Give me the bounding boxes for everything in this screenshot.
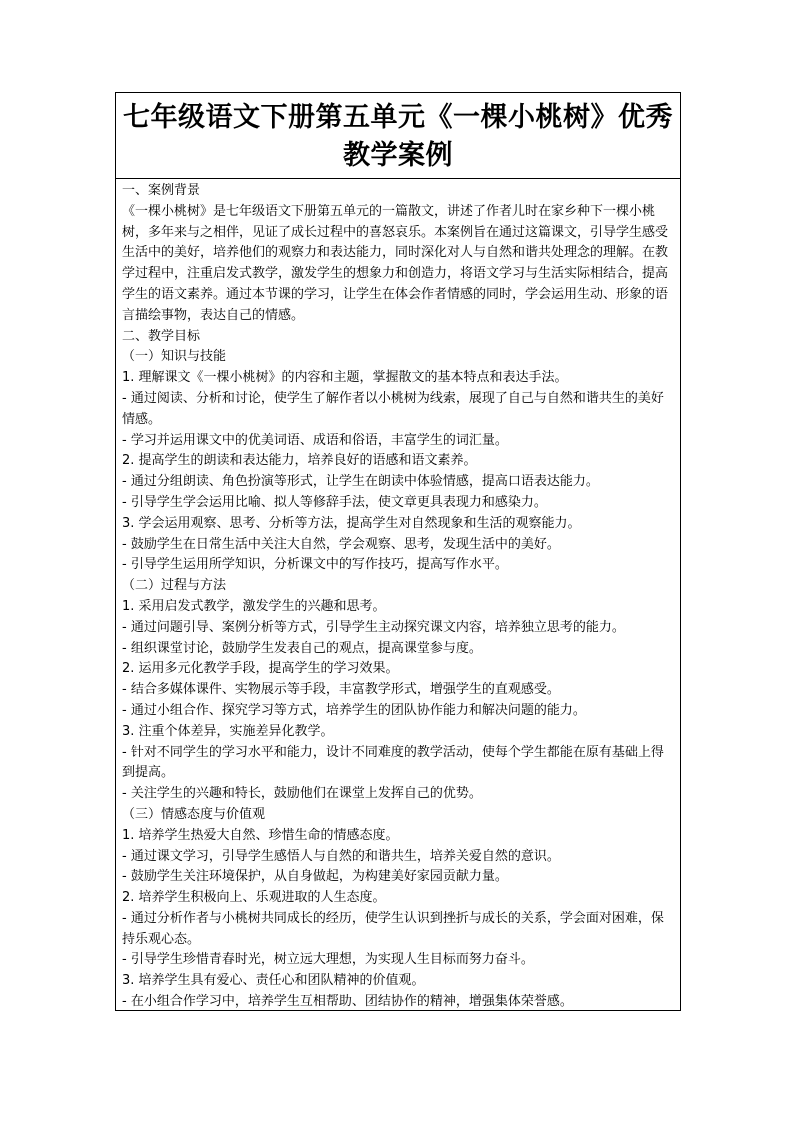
- list-item: 3. 培养学生具有爱心、责任心和团队精神的价值观。: [122, 973, 425, 989]
- list-item: - 针对不同学生的学习水平和能力，设计不同难度的教学活动，使每个学生都能在原有基础上得到提高。: [122, 744, 664, 781]
- list-item: - 在小组合作学习中，培养学生互相帮助、团结协作的精神，增强集体荣誉感。: [122, 994, 573, 1010]
- section-heading: 二、教学目标: [122, 328, 201, 344]
- list-item: 3. 学会运用观察、思考、分析等方法，提高学生对自然现象和生活的观察能力。: [122, 515, 581, 531]
- list-item: - 学习并运用课文中的优美词语、成语和俗语，丰富学生的词汇量。: [122, 432, 508, 448]
- list-item: 3. 注重个体差异，实施差异化教学。: [122, 723, 334, 739]
- document-table: [115, 92, 681, 1011]
- document-body: [116, 179, 680, 1013]
- list-item: - 引导学生珍惜青春时光，树立远大理想，为实现人生目标而努力奋斗。: [122, 952, 534, 968]
- list-item: 2. 提高学生的朗读和表达能力，培养良好的语感和语文素养。: [122, 453, 477, 469]
- list-item: 2. 运用多元化教学手段，提高学生的学习效果。: [122, 661, 399, 677]
- list-item: - 组织课堂讨论，鼓励学生发表自己的观点，提高课堂参与度。: [122, 640, 482, 656]
- list-item: 2. 培养学生积极向上、乐观进取的人生态度。: [122, 890, 386, 906]
- subsection-heading: （三）情感态度与价值观: [122, 806, 266, 822]
- list-item: - 通过小组合作、探究学习等方式，培养学生的团队协作能力和解决问题的能力。: [122, 702, 586, 718]
- list-item: 1. 理解课文《一棵小桃树》的内容和主题，掌握散文的基本特点和表达手法。: [122, 370, 568, 386]
- list-item: - 通过问题引导、案例分析等方式，引导学生主动探究课文内容，培养独立思考的能力。: [122, 619, 625, 635]
- list-item: - 鼓励学生关注环境保护，从自身做起，为构建美好家园贡献力量。: [122, 869, 508, 885]
- list-item: - 鼓励学生在日常生活中关注大自然，学会观察、思考，发现生活中的美好。: [122, 536, 560, 552]
- list-item: - 通过分析作者与小桃树共同成长的经历，使学生认识到挫折与成长的关系，学会面对困难，保持乐观心态。: [122, 910, 664, 947]
- list-item: - 通过课文学习，引导学生感悟人与自然的和谐共生，培养关爱自然的意识。: [122, 848, 560, 864]
- section-heading: 一、案例背景: [122, 183, 201, 198]
- subsection-heading: （一）知识与技能: [122, 349, 227, 365]
- list-item: - 通过阅读、分析和讨论，使学生了解作者以小桃树为线索，展现了自己与自然和谐共生的美好情感。: [122, 390, 664, 427]
- list-item: - 关注学生的兴趣和特长，鼓励他们在课堂上发挥自己的优势。: [122, 786, 482, 802]
- list-item: - 引导学生运用所学知识，分析课文中的写作技巧，提高写作水平。: [122, 557, 508, 573]
- subsection-heading: （二）过程与方法: [122, 578, 227, 594]
- list-item: - 通过分组朗读、角色扮演等形式，让学生在朗读中体验情感，提高口语表达能力。: [122, 474, 599, 490]
- list-item: 1. 培养学生热爱大自然、珍惜生命的情感态度。: [122, 827, 399, 843]
- paragraph: 《一棵小桃树》是七年级语文下册第五单元的一篇散文，讲述了作者儿时在家乡种下一棵小桃树，多年来与之相伴，见证了成长过程中的喜怒哀乐。本案例旨在通过这篇课文，引导学生感受生活中的美好，培养他们的观察力和表达能力，同时深化对人与自然和谐共处理念的理解。在教学过程中，注重启发式教学，激发学生的想象力和创造力，将语文学习与生活实际相结合，提高学生的语文素养。通过本节课的学习，让学生在体会作者情感的同时，学会运用生动、形象的语言描绘事物，表达自己的情感。: [122, 203, 669, 323]
- document-title: 七年级语文下册第五单元《一棵小桃树》优秀教学案例: [116, 93, 680, 179]
- list-item: - 引导学生学会运用比喻、拟人等修辞手法，使文章更具表现力和感染力。: [122, 494, 547, 510]
- list-item: - 结合多媒体课件、实物展示等手段，丰富教学形式，增强学生的直观感受。: [122, 682, 560, 698]
- list-item: 1. 采用启发式教学，激发学生的兴趣和思考。: [122, 598, 386, 614]
